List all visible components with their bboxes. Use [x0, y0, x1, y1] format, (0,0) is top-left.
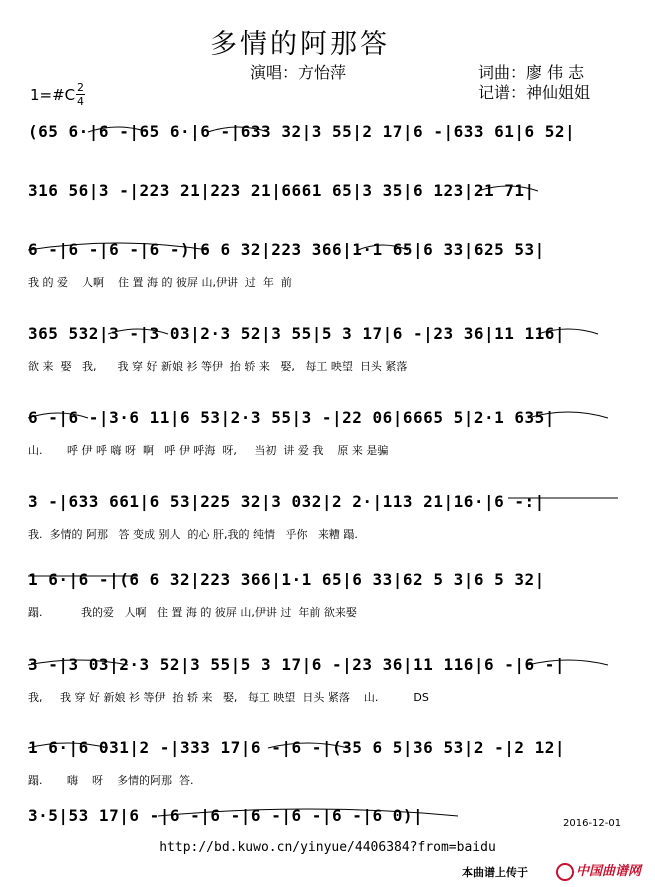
logo-icon — [556, 863, 574, 881]
notation-line: 365 532|3 -|3 03|2·3 52|3 55|5 3 17|6 -|23 36|11 116| — [28, 324, 566, 343]
lyrics-line: 我 的 爱 人啊 住 置 海 的 彼屏 山,伊讲 过 年 前 — [28, 276, 292, 289]
notation-line: 3 -|3 03|2·3 52|3 55|5 3 17|6 -|23 36|11 116|6 -|6 -| — [28, 655, 566, 674]
lyrics-line: 我, 我 穿 好 新娘 衫 等伊 抬 轿 来 娶, 每工 映望 日头 紧落 山. DS — [28, 691, 429, 704]
composer-credit: 词曲：廖 伟 志 — [478, 63, 585, 82]
notation-line: 316 56|3 -|223 21|223 21|6661 65|3 35|6 123|21 71| — [28, 181, 535, 200]
lyrics-line: 山. 呼 伊 呼 嗨 呀 啊 呼 伊 呼海 呀, 当初 讲 爱 我 原 来 是骗 — [28, 444, 389, 457]
site-name: 中国曲谱网 — [576, 864, 642, 879]
date-stamp: 2016-12-01 — [563, 818, 622, 829]
notation-line: (65 6·|6 -|65 6·|6 -|633 32|3 55|2 17|6 -|633 61|6 52| — [28, 122, 576, 141]
notation-line: 1 6·|6 -|(6 6 32|223 366|1·1 65|6 33|62 5 3|6 5 32| — [28, 570, 545, 589]
notation-line: 6 -|6 -|6 -|6 -)|6 6 32|223 366|1·1 65|6 33|625 53| — [28, 240, 545, 259]
time-signature — [76, 82, 85, 107]
key-signature: 1=#C — [30, 86, 76, 104]
singer-credit: 演唱：方怡萍 — [250, 63, 347, 82]
notation-line: 6 -|6 -|3·6 11|6 53|2·3 55|3 -|22 06|6665 5|2·1 635| — [28, 408, 555, 427]
notation-line: 1 6·|6 031|2 -|333 17|6 -|6 -|(35 6 5|36 53|2 -|2 12| — [28, 738, 566, 757]
time-signature-top: 2 — [77, 81, 84, 94]
time-signature-bottom: 4 — [77, 95, 84, 108]
site-logo — [556, 860, 641, 881]
notation-line: 3 -|633 661|6 53|225 32|3 032|2 2·|113 21|16·|6 -:| — [28, 492, 545, 511]
lyrics-line: 我. 多情的 阿那 答 变成 别人 的心 肝,我的 纯情 乎你 来糟 蹋. — [28, 528, 358, 541]
upload-note: 本曲谱上传于 — [462, 866, 528, 879]
transcriber-credit: 记谱：神仙姐姐 — [478, 83, 591, 102]
lyrics-line: 欲 来 娶 我, 我 穿 好 新娘 衫 等伊 抬 轿 来 娶, 每工 映望 日头 紧落 — [28, 360, 408, 373]
lyrics-line: 蹋. 嗨 呀 多情的阿那 答. — [28, 774, 194, 787]
page-title: 多情的阿那答 — [210, 29, 390, 60]
source-url: http://bd.kuwo.cn/yinyue/4406384?from=baidu — [159, 840, 496, 855]
lyrics-line: 蹋. 我的爱 人啊 住 置 海 的 彼屏 山,伊讲 过 年前 欲来娶 — [28, 606, 357, 619]
notation-line: 3·5|53 17|6 -|6 -|6 -|6 -|6 -|6 -|6 0)| — [28, 806, 424, 825]
